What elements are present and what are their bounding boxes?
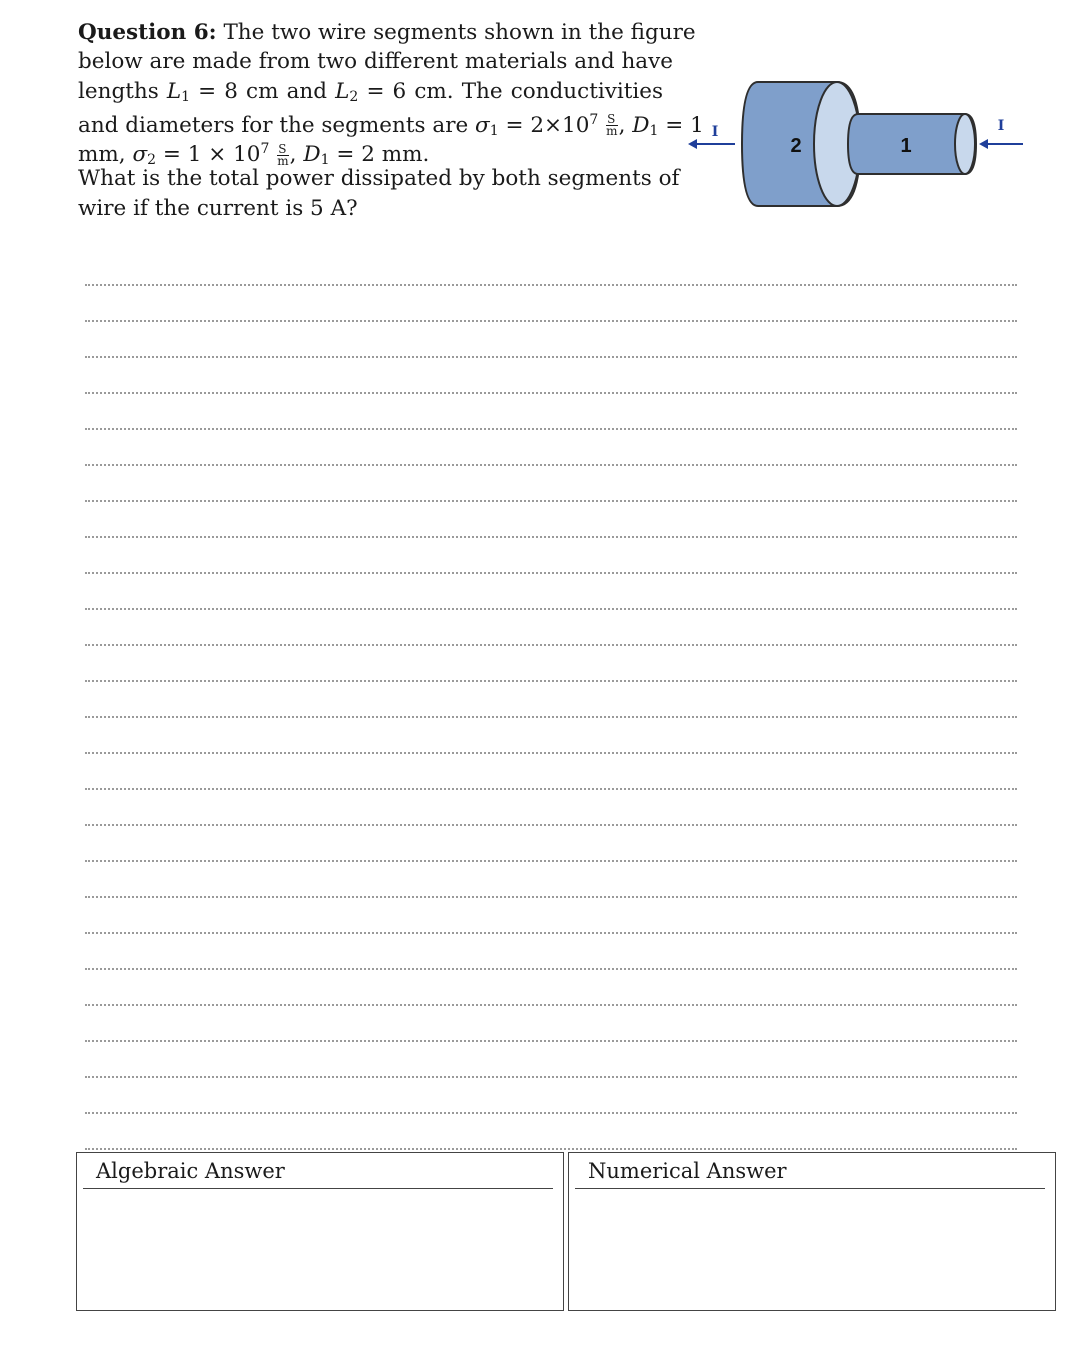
- answer-boxes: [76, 1152, 1056, 1313]
- question-line-5: mm, $\sigma_2 = 1 \times 10^7$ $\frac{S}{m}$ , $D_1 = 2$ mm.: [78, 141, 430, 169]
- divider: [83, 1188, 553, 1189]
- arrow-right-head: [979, 139, 988, 149]
- answer-line: [85, 1114, 1017, 1150]
- segment-2-label: 2: [790, 135, 802, 157]
- answer-line: [85, 250, 1017, 286]
- answer-line: [85, 1078, 1017, 1114]
- segment-1-end-face: [955, 114, 975, 174]
- answer-line: [85, 1042, 1017, 1078]
- numerical-answer-box[interactable]: [568, 1152, 1056, 1311]
- answer-line: [85, 1006, 1017, 1042]
- question-line-2: below are made from two different materials and have: [78, 49, 673, 75]
- answer-line: [85, 682, 1017, 718]
- symbol-sigma2: $\sigma_2$: [132, 142, 157, 169]
- answer-line: [85, 394, 1017, 430]
- answer-line: [85, 322, 1017, 358]
- question-line-6: What is the total power dissipated by both segments of: [78, 166, 680, 192]
- numerical-answer-label: Numerical Answer: [588, 1159, 787, 1183]
- current-label-right: I: [997, 118, 1005, 134]
- symbol-D1: $D_1$: [632, 112, 659, 139]
- answer-line: [85, 790, 1017, 826]
- algebraic-answer-label: Algebraic Answer: [96, 1159, 285, 1183]
- question-line-7: wire if the current is 5 A?: [78, 195, 358, 221]
- answer-line: [85, 430, 1017, 466]
- current-label-left: I: [711, 124, 719, 140]
- answer-line: [85, 970, 1017, 1006]
- answer-line: [85, 610, 1017, 646]
- answer-line: [85, 754, 1017, 790]
- answer-lines: [85, 250, 1017, 1150]
- answer-line: [85, 286, 1017, 322]
- symbol-sigma1: $\sigma_1$: [475, 112, 499, 139]
- answer-line: [85, 934, 1017, 970]
- answer-line: [85, 358, 1017, 394]
- segment-1-label: 1: [900, 135, 912, 157]
- unit-s-per-m: $\frac{S}{m}$: [606, 112, 618, 139]
- question-line-1: Question 6: The two wire segments shown in the figure: [78, 20, 696, 45]
- symbol-L1: $L_1$: [166, 78, 191, 105]
- answer-line: [85, 646, 1017, 682]
- answer-line: [85, 538, 1017, 574]
- arrow-left-head: [688, 139, 697, 149]
- divider: [575, 1188, 1045, 1189]
- algebraic-answer-box[interactable]: [76, 1152, 564, 1311]
- symbol-L2: $L_2$: [335, 78, 359, 105]
- answer-line: [85, 826, 1017, 862]
- question-line-3: lengths $L_1 = 8$ cm and $L_2 = 6$ cm. The conductivities: [78, 78, 663, 105]
- answer-line: [85, 502, 1017, 538]
- question-line-4: and diameters for the segments are $\sigma_1 = 2\times 10^7$ $\frac{S}{m}$ , $D_1 = 1$: [78, 111, 704, 139]
- question-text: [78, 18, 704, 223]
- answer-line: [85, 718, 1017, 754]
- answer-line: [85, 862, 1017, 898]
- wire-segments-figure: [680, 76, 1030, 216]
- question-heading: Question 6:: [78, 20, 217, 45]
- answer-line: [85, 574, 1017, 610]
- unit-s-per-m: $\frac{S}{m}$: [277, 141, 289, 168]
- symbol-D1: $D_1$: [303, 142, 330, 169]
- answer-line: [85, 466, 1017, 502]
- answer-line: [85, 898, 1017, 934]
